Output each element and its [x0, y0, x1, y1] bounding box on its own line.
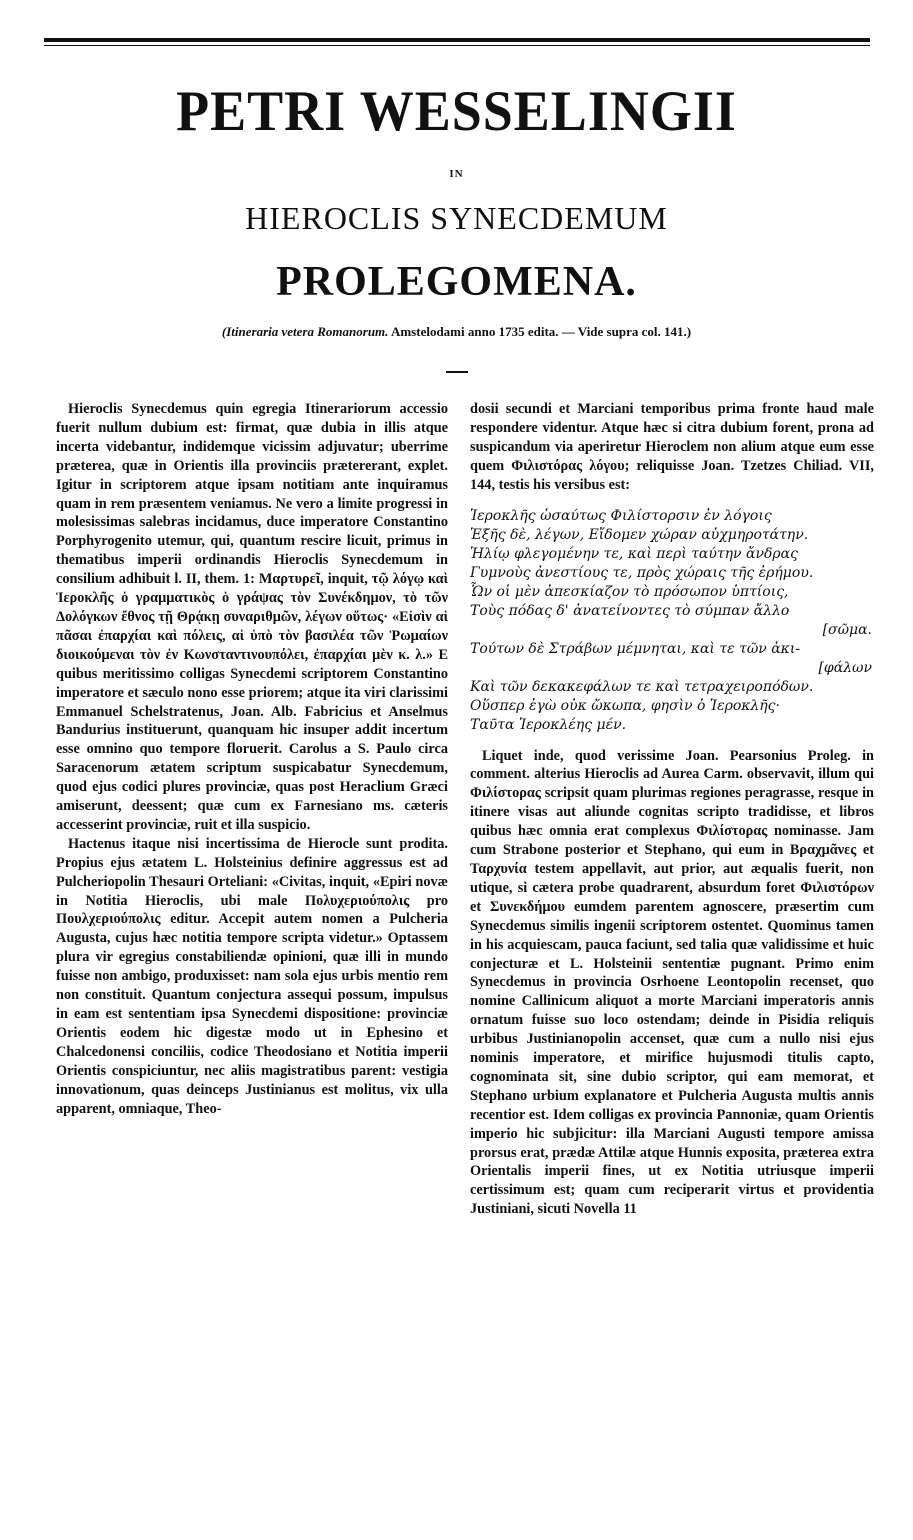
verse-line: Καὶ τῶν δεκακεφάλων τε καὶ τετραχειροπόδων. [470, 678, 814, 695]
left-column [56, 400, 448, 1118]
verse-line: Γυμνοὺς ἀνεστίους τε, πρὸς χώραις τῆς ἐρήμου. [470, 564, 814, 581]
header-rule-thick [44, 38, 870, 42]
verse-line: Ἡλίῳ φλεγομένην τε, καὶ περὶ ταύτην ἄνδρας [470, 545, 798, 562]
verse-line-continuation: [φάλων [818, 659, 872, 676]
verse-line: Ὧν οἱ μὲν ἀπεσκίαζον τὸ πρόσωπον ὑπτίοις, [470, 583, 789, 600]
page-title: PETRI WESSELINGII [176, 79, 737, 143]
right-column [470, 400, 874, 1219]
edition-note-rest: Amstelodami anno 1735 edita. — Vide supra col. 141.) [390, 324, 692, 339]
page-subtitle: HIEROCLIS SYNECDEMUM [245, 200, 668, 236]
page-heading: PROLEGOMENA. [276, 259, 637, 305]
header-rule-thin [44, 45, 870, 46]
edition-note [0, 324, 913, 340]
right-paragraph-1: dosii secundi et Marciani temporibus prima fronte haud male respondere videntur. Atque hæc si citra dubium forent, prona ad suspicandum via aperiretur Hieroclem non alium atque eum esse quem Φιλιστόρας λόγου; reliquisse Joan. Tzetzes Chiliad. VII, 144, testis his versibus est: [470, 401, 874, 493]
verse-line: Ταῦτα Ἱεροκλέης μέν. [470, 716, 627, 733]
section-divider [446, 371, 468, 373]
verse-line: Ἱεροκλῆς ὡσαύτως Φιλίστορσιν ἐν λόγοις [470, 507, 772, 524]
verse-line: Οὕσπερ ἐγὼ οὐκ ὤκωπα, φησὶν ὁ Ἱεροκλῆς· [470, 697, 780, 714]
left-paragraph-2: Hactenus itaque nisi incertissima de Hierocle sunt prodita. Propius ejus ætatem L. Holsteinius definire aggressus est ad Pulcheriopolin Thesauri Orteliani: «Civitas, inquit, «Epiri novæ in Notitia Hieroclis, ubi male Πολυχεριούπολις pro Πουλχεριούπολις editur. Accepit autem nomen a Pulcheria Augusta, cujus hæc notitia tempore scripta videtur.» Optassem plura vir egregius constabiliendæ opinioni, quæ illi in mundo fuisse non ambigo, produxisset: nam sola ejus urbis mentio rem non constituit. Quantum conjectura assequi possum, impulsus in eam est sententiam ipsa Synecdemi dispositione: provinciæ Orientis eodem hic digestæ modo ut in Ephesino et Chalcedonensi conciliis, codice Theodosiano et Notitia imperii Orientis conspiciuntur, nec aliis magistratibus parent: vestigia innovationum, quas deinceps Justinianus est molitus, vix ulla apparent, omniaque, Theo- [56, 835, 448, 1117]
verse-line: Τοὺς πόδας δ' ἀνατείνοντες τὸ σύμπαν ἄλλο [470, 602, 790, 619]
right-paragraph-2: Liquet inde, quod verissime Joan. Pearsonius Proleg. in comment. alterius Hieroclis ad Aurea Carm. observavit, illum qui Φιλίστορας scripsit quam plurimas regiones peragrasse, resque in itinere visas aut aliunde cognitas scripto tradidisse, et libros quibus hæc omnia erat complexus Φιλίστορας nominasse. Jam cum Strabone posterior et Stephano, qui eum in Βραχμᾶνες et Ταρχυνία testem appellavit, aut prior, aut æqualis fuerit, non utique, si cætera probe quadrarent, absurdum foret Φιλιστόρων et Συνεκδήμου eumdem parentem agnoscere, præsertim cum Synecdemus similis ingenii scriptorem ostentet. Quominus tamen in his acquiescam, pauca faciunt, sed talia quæ validissime et huic conjecturæ et L. Holsteinii sententiæ pugnant. Primo enim Synecdemus in provincia Osrhoene Leontopolin recenset, quo nomine Callinicum aliquot a morte Marciani imperatoris annis ornatum fuisse suo loco ostendam; deinde in Pisidia reliquis urbibus Justinianopolin accenset, quæ cum a nullo nisi ejus nominis imperatore, et mirifice hujusmodi titulis capto, cognominata sit, sine dubio scriptor, qui eam memorat, et Stephano urbium explanatore et Pulcheria Augusta multis annis recentior est. Idem colligas ex provincia Pannoniæ, quam Orientis imperio hic subjicitur: illa Marciani Augusti tempore amissa prorsus erat, prædæ Attilæ atque Hunnis exposita, præterea extra Orientalis imperii fines, ut ex Notitia utriusque imperii certissimum est; quam cum reciperarit virtus et providentia Justiniani, sicuti Novella 11 [470, 747, 874, 1218]
left-paragraph-1: Hieroclis Synecdemus quin egregia Itinerariorum accessio fuerit nullum dubium est: firmat, quæ dubia in illis atque incerta videbantur, indidemque vicissim adjuvatur; uberrime præterea, quæ in Orientis illa provinciis prætererant, explet. Igitur in scriptorem atque ipsam notitiam ante inquiramus quam in rem præsentem veniamus. Ne vero a limite progressi in molesissimas salebras incidamus, duce imperatore Constantino Porphyrogenito utemur, qui, quantum rescire licuit, primus in thematibus imperii ordinandis Hieroclis Synecdemum in consilium adhibuit l. II, them. 1: Μαρτυρεῖ, inquit, τῷ λόγῳ καὶ Ἱεροκλῆς ὁ γραμματικὸς ὁ γράψας τὸν Συνέκδημον, τὸ τῶν Δολόγκων ἔθνος τῇ Θρᾴκῃ συναριθμῶν, λέγων οὕτως· «Εἰσὶν αἱ πᾶσαι ἐπαρχίαι καὶ πόλεις, αἱ ὑπὸ τὸν βασιλέα τῶν Ῥωμαίων διοικούμεναι τὸν ἐν Κωνσταντινουπόλει, ἐπαρχίαι μὲν κ. λ.» E quibus meritissimo colligas Synecdemi scriptorem Constantino imperatore et sæculo nono esse priorem; atque ita viri clarissimi Emmanuel Schelstratenus, Joan. Alb. Fabricius et Anselmus Bandurius instituerunt, quanquam hic insuper addit incertum esse omnino quo tempore floruerit. Carolus a S. Paulo circa Saracenorum ætatem scriptum suspicabatur Synecdemum, quod ejus codici plures provinciæ, quas post Heraclium Græci amiserunt, deessent; quæ cum ex Farnesiano ms. cæteris accesserint provinciæ, ruit et illa suspicio. [56, 401, 448, 833]
title-conjunction: IN [449, 168, 464, 180]
verse-line: Τούτων δὲ Στράβων μέμνηται, καὶ τε τῶν ἀκι- [470, 640, 801, 657]
verse-line: Ἑξῆς δὲ, λέγων, Εἴδομεν χώραν αὐχμηροτάτην. [470, 526, 809, 543]
verse-line-continuation: [σῶμα. [822, 621, 872, 638]
greek-verse-block [470, 507, 874, 735]
edition-note-italic: (Itineraria vetera Romanorum. [221, 324, 389, 339]
